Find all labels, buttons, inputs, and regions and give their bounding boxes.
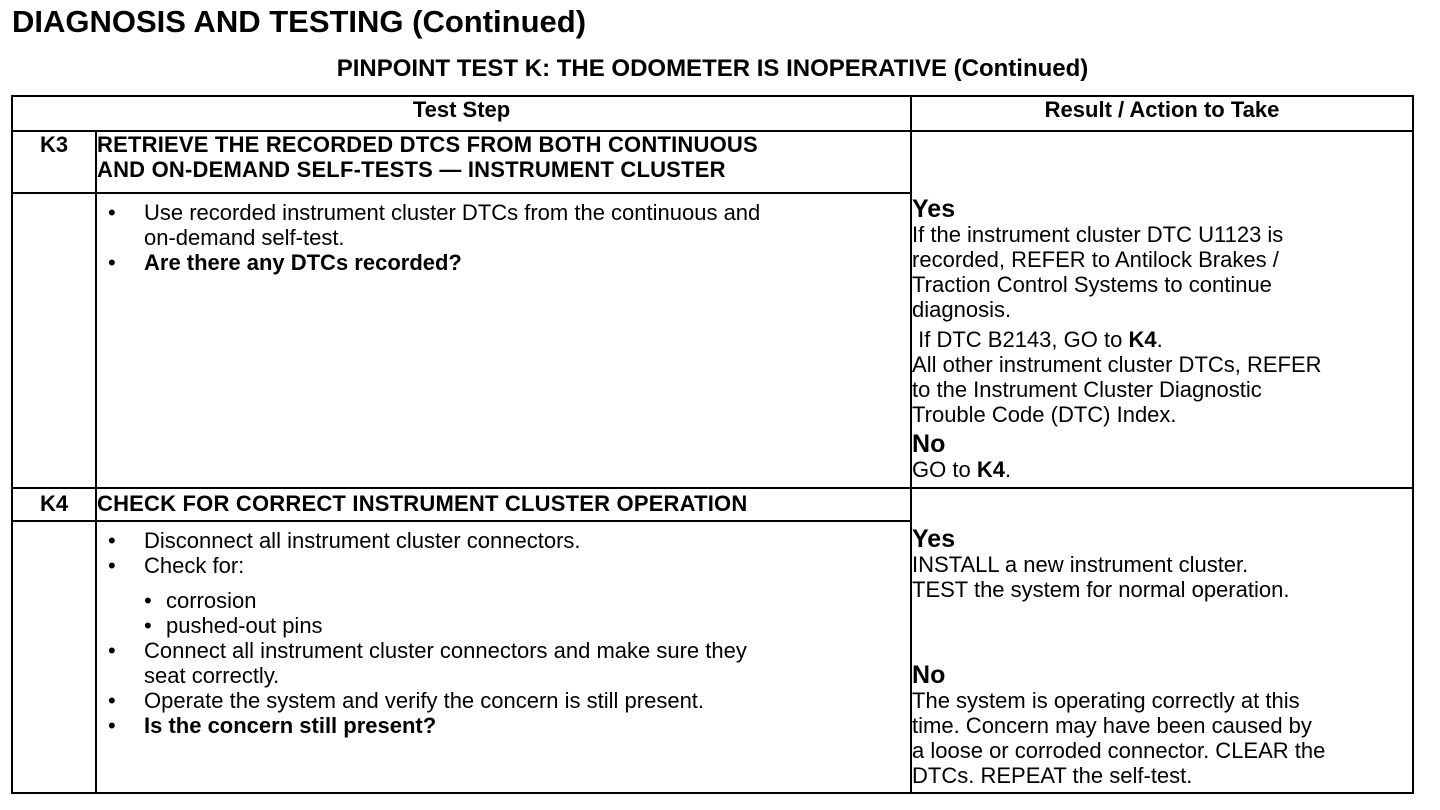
result-no-label: No bbox=[912, 661, 946, 689]
sub-list-item: • corrosion bbox=[144, 588, 257, 613]
step-actions-k3 bbox=[96, 193, 911, 488]
result-cell-k3 bbox=[911, 131, 1413, 488]
list-item: • Is the concern still present? bbox=[108, 713, 437, 738]
list-item: • Are there any DTCs recorded? bbox=[108, 250, 462, 275]
result-text-line: If the instrument cluster DTC U1123 is bbox=[912, 222, 1284, 247]
step-heading-line: RETRIEVE THE RECORDED DTCS FROM BOTH CONTINUOUS bbox=[97, 132, 758, 157]
result-goto-line bbox=[912, 457, 1412, 482]
list-item: • Operate the system and verify the concern is still present. bbox=[108, 688, 705, 713]
step-heading-row-k4 bbox=[12, 488, 1413, 521]
step-id-k3: K3 bbox=[12, 131, 96, 193]
result-text-line: Trouble Code (DTC) Index. bbox=[912, 402, 1177, 427]
bullet-icon: • bbox=[108, 638, 116, 663]
column-header-test-step: Test Step bbox=[12, 96, 911, 131]
result-text-line: to the Instrument Cluster Diagnostic bbox=[912, 377, 1262, 402]
bullet-icon: • bbox=[108, 528, 116, 553]
action-list bbox=[97, 528, 910, 738]
bullet-icon: • bbox=[108, 553, 116, 578]
step-id-k4: K4 bbox=[12, 488, 96, 521]
sub-list-item: • pushed-out pins bbox=[144, 613, 323, 638]
bullet-icon: • bbox=[108, 713, 116, 738]
action-list bbox=[97, 200, 910, 275]
result-text-line: recorded, REFER to Antilock Brakes / bbox=[912, 247, 1279, 272]
bullet-icon: • bbox=[108, 200, 116, 225]
list-item: • Disconnect all instrument cluster connectors. bbox=[108, 528, 581, 553]
result-text-line: All other instrument cluster DTCs, REFER bbox=[912, 352, 1322, 377]
result-cell-k4 bbox=[911, 488, 1413, 793]
result-text-line: Traction Control Systems to continue bbox=[912, 272, 1272, 297]
bullet-icon: • bbox=[108, 688, 116, 713]
result-text-line: diagnosis. bbox=[912, 297, 1012, 322]
step-heading-k3 bbox=[96, 131, 911, 193]
table-header-row bbox=[12, 96, 1413, 131]
list-item: on-demand self-test. bbox=[144, 225, 345, 250]
result-text-line: INSTALL a new instrument cluster. bbox=[912, 552, 1249, 577]
list-item: • Check for: • corrosion • pushed-out pins bbox=[97, 553, 910, 638]
result-text-line: a loose or corroded connector. CLEAR the bbox=[912, 738, 1326, 763]
step-heading-k4 bbox=[96, 488, 911, 521]
result-text-line: time. Concern may have been caused by bbox=[912, 713, 1312, 738]
step-id-spacer bbox=[12, 521, 96, 793]
column-header-result: Result / Action to Take bbox=[911, 96, 1413, 131]
pinpoint-test-table bbox=[11, 95, 1414, 794]
page-title: DIAGNOSIS AND TESTING (Continued) bbox=[12, 4, 587, 39]
list-item: • Connect all instrument cluster connectors and make sure they bbox=[108, 638, 747, 663]
step-reference-k4: K4 bbox=[976, 457, 1005, 482]
bullet-icon: • bbox=[108, 250, 116, 275]
step-heading-line: CHECK FOR CORRECT INSTRUMENT CLUSTER OPERATION bbox=[97, 491, 748, 516]
result-no-label: No bbox=[912, 430, 946, 458]
result-text: If DTC B2143, GO to bbox=[912, 327, 1129, 352]
result-text-line: DTCs. REPEAT the self-test. bbox=[912, 763, 1193, 788]
result-text-line: The system is operating correctly at this bbox=[912, 688, 1300, 713]
sub-list bbox=[144, 588, 910, 638]
bullet-icon: • bbox=[144, 613, 152, 638]
step-heading-line: AND ON-DEMAND SELF-TESTS — INSTRUMENT CLUSTER bbox=[97, 157, 726, 182]
step-reference-k4: K4 bbox=[1128, 327, 1157, 352]
result-text: . bbox=[1004, 457, 1012, 482]
result-yes-label: Yes bbox=[912, 195, 956, 223]
step-heading-row-k3 bbox=[12, 131, 1413, 193]
bullet-icon: • bbox=[144, 588, 152, 613]
result-text: GO to bbox=[912, 457, 977, 482]
step-actions-k4 bbox=[96, 521, 911, 793]
pinpoint-test-title: PINPOINT TEST K: THE ODOMETER IS INOPERATIVE (Continued) bbox=[336, 55, 1089, 82]
step-id-spacer bbox=[12, 193, 96, 488]
result-text-line: TEST the system for normal operation. bbox=[912, 577, 1290, 602]
list-item: • Use recorded instrument cluster DTCs from the continuous and bbox=[108, 200, 761, 225]
result-goto-line bbox=[912, 327, 1412, 352]
result-text: . bbox=[1156, 327, 1163, 352]
result-yes-label: Yes bbox=[912, 525, 956, 553]
list-item: seat correctly. bbox=[144, 663, 280, 688]
